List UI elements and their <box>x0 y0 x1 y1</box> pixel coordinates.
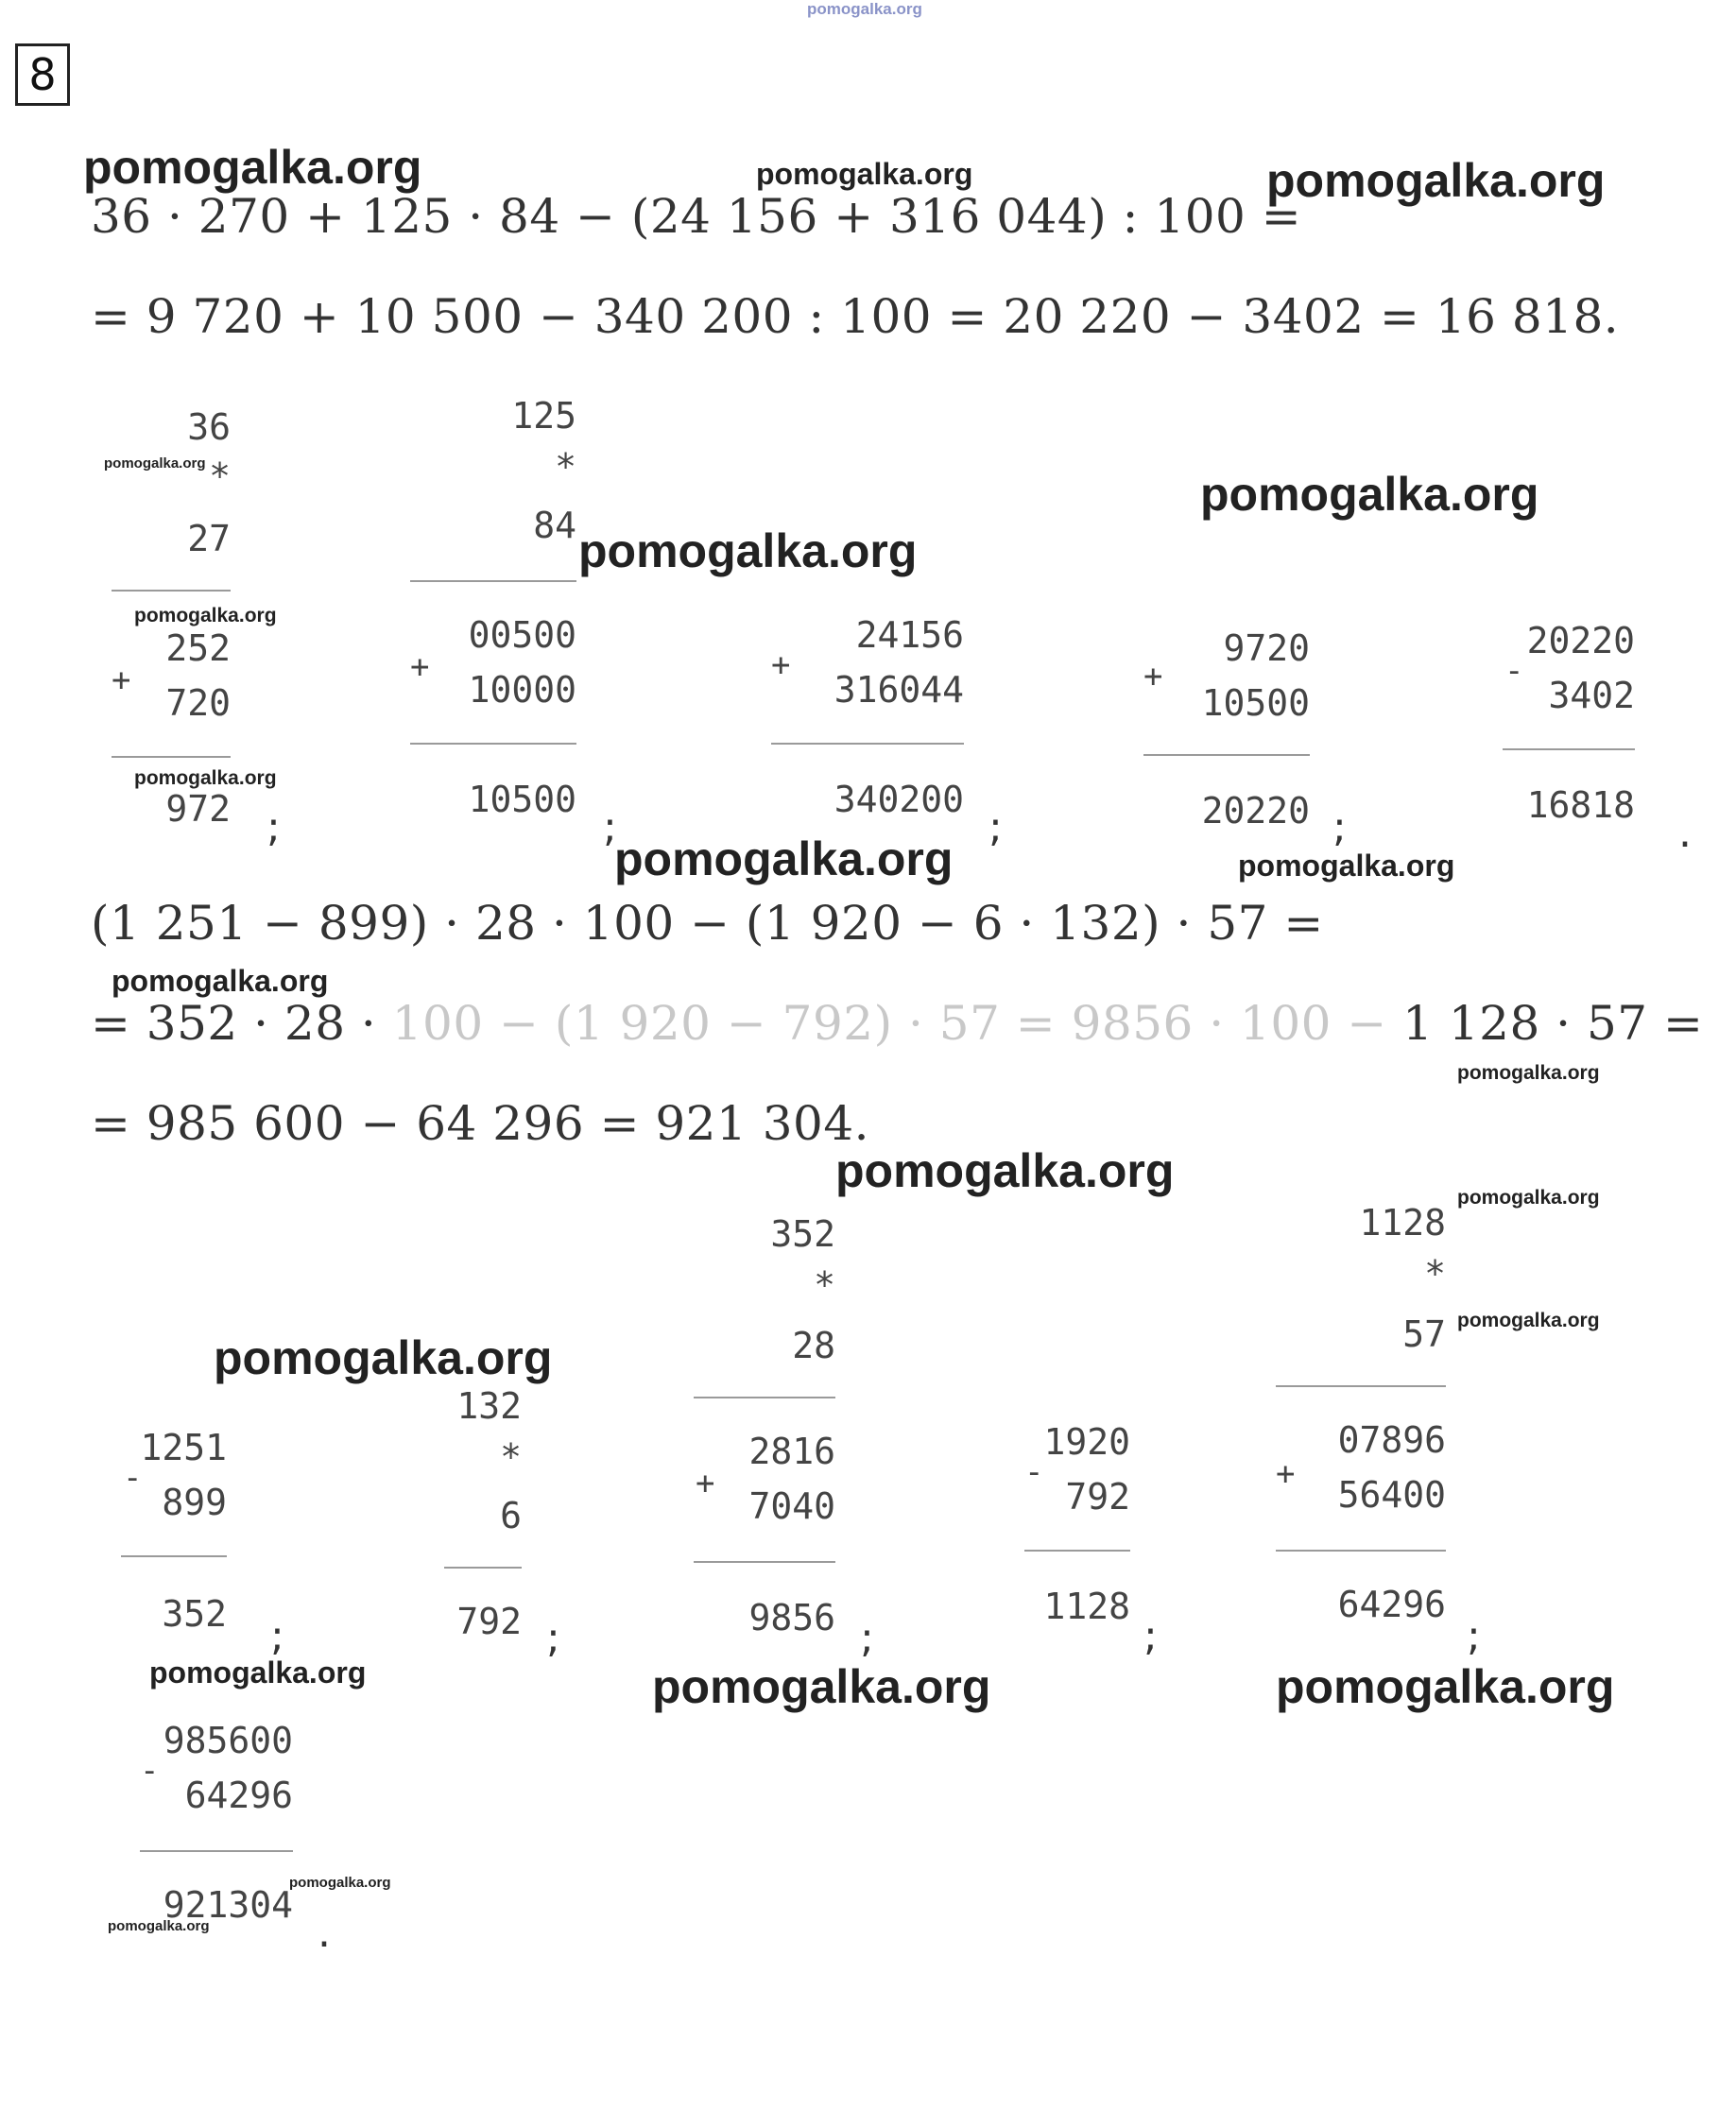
sub4-a: 985600 <box>163 1720 293 1761</box>
sub2-result: 352 <box>162 1593 227 1635</box>
terminator: . <box>1678 809 1692 857</box>
watermark: pomogalka.org <box>134 767 277 789</box>
c36-op: * <box>209 455 231 497</box>
c36-result: 972 <box>165 788 231 830</box>
c352-rule1 <box>694 1397 835 1398</box>
c1128-sum-op: + <box>1276 1455 1296 1493</box>
c36-a: 36 <box>187 406 231 448</box>
c1128-result: 64296 <box>1337 1584 1446 1625</box>
add2-b: 10500 <box>1201 682 1310 724</box>
sub3-rule <box>1024 1550 1130 1552</box>
c125-p1: 00500 <box>468 614 576 656</box>
separator: ; <box>1143 1612 1158 1660</box>
c1128-rule1 <box>1276 1385 1446 1387</box>
watermark: pomogalka.org <box>83 141 422 194</box>
c125-b: 84 <box>533 505 576 546</box>
separator: ; <box>546 1614 560 1662</box>
terminator: . <box>318 1909 331 1957</box>
watermark: pomogalka.org <box>104 455 206 472</box>
c125-rule2 <box>410 743 576 745</box>
sub2-op: - <box>123 1459 143 1497</box>
sub2-a: 1251 <box>140 1427 227 1468</box>
c36-sum-op: + <box>112 661 131 699</box>
c352-a: 352 <box>770 1213 835 1255</box>
sub4-result: 921304 <box>163 1884 293 1926</box>
task-number-box: 8 <box>15 43 70 106</box>
add2-a: 9720 <box>1223 627 1310 669</box>
watermark: pomogalka.org <box>149 1655 367 1690</box>
separator: ; <box>988 803 1003 851</box>
watermark: pomogalka.org <box>652 1660 991 1713</box>
add1-result: 340200 <box>834 779 964 820</box>
c36-p1: 252 <box>165 627 231 669</box>
separator: ; <box>266 803 281 851</box>
watermark: pomogalka.org <box>614 832 954 885</box>
expression2-line2: = 352 · 28 · 100 − (1 920 − 792) · 57 = 9856 · 100 − 1 128 · 57 = <box>91 996 1704 1051</box>
c132-a: 132 <box>456 1385 522 1427</box>
separator: ; <box>603 803 617 851</box>
c1128-p2: 56400 <box>1337 1474 1446 1516</box>
sub4-b: 64296 <box>184 1775 293 1816</box>
watermark: pomogalka.org <box>835 1144 1175 1197</box>
c352-rule2 <box>694 1561 835 1563</box>
c352-sum-op: + <box>696 1465 715 1502</box>
expression1-line1: 36 · 270 + 125 · 84 − (24 156 + 316 044) : 100 = <box>91 189 1302 244</box>
separator: ; <box>860 1614 874 1662</box>
c132-rule <box>444 1567 522 1569</box>
watermark: pomogalka.org <box>214 1331 553 1384</box>
c125-rule1 <box>410 580 576 582</box>
c36-rule2 <box>112 756 231 758</box>
sub2-rule <box>121 1555 227 1557</box>
sub3-b: 792 <box>1065 1476 1130 1518</box>
sub3-op: - <box>1024 1453 1044 1491</box>
sub3-a: 1920 <box>1043 1421 1130 1463</box>
separator: ; <box>270 1612 284 1660</box>
watermark: pomogalka.org <box>1266 154 1606 207</box>
sub4-op: - <box>140 1752 160 1790</box>
c1128-a: 1128 <box>1359 1202 1446 1244</box>
c36-b: 27 <box>187 518 231 559</box>
separator: ; <box>1467 1612 1481 1660</box>
c125-result: 10500 <box>468 779 576 820</box>
watermark: pomogalka.org <box>1457 1310 1600 1331</box>
watermark: pomogalka.org <box>112 964 329 998</box>
watermark: pomogalka.org <box>578 524 918 577</box>
c1128-p1: 07896 <box>1337 1419 1446 1461</box>
add1-rule <box>771 743 964 745</box>
c352-b: 28 <box>792 1325 835 1366</box>
sub2-b: 899 <box>162 1482 227 1523</box>
sub4-rule <box>140 1850 293 1852</box>
sub1-rule <box>1503 748 1635 750</box>
watermark: pomogalka.org <box>1238 849 1455 883</box>
c352-result: 9856 <box>748 1597 835 1638</box>
sub1-op: - <box>1504 652 1524 690</box>
watermark: pomogalka.org <box>1200 468 1539 521</box>
c132-result: 792 <box>456 1601 522 1642</box>
c125-op: * <box>555 446 576 488</box>
c1128-b: 57 <box>1402 1313 1446 1355</box>
c125-sum-op: + <box>410 648 430 686</box>
c352-p1: 2816 <box>748 1431 835 1472</box>
add1-op: + <box>771 646 791 684</box>
add2-result: 20220 <box>1201 790 1310 832</box>
c125-a: 125 <box>511 395 576 437</box>
watermark: pomogalka.org <box>1457 1062 1600 1084</box>
sub3-result: 1128 <box>1043 1586 1130 1627</box>
watermark: pomogalka.org <box>134 605 277 626</box>
separator: ; <box>1332 803 1347 851</box>
add1-a: 24156 <box>855 614 964 656</box>
c352-op: * <box>814 1264 835 1306</box>
c125-p2: 10000 <box>468 669 576 711</box>
c352-p2: 7040 <box>748 1485 835 1527</box>
expression1-line2: = 9 720 + 10 500 − 340 200 : 100 = 20 220 − 3402 = 16 818. <box>91 289 1620 344</box>
watermark: pomogalka.org <box>1276 1660 1615 1713</box>
watermark: pomogalka.org <box>289 1875 391 1891</box>
sub1-result: 16818 <box>1526 784 1635 826</box>
expression2-line1: (1 251 − 899) · 28 · 100 − (1 920 − 6 · 132) · 57 = <box>91 896 1324 951</box>
sub1-a: 20220 <box>1526 620 1635 661</box>
watermark: pomogalka.org <box>1457 1187 1600 1209</box>
c1128-op: * <box>1424 1253 1446 1295</box>
watermark: pomogalka.org <box>108 1918 210 1934</box>
expression2-line3: = 985 600 − 64 296 = 921 304. <box>91 1096 870 1151</box>
add2-rule <box>1143 754 1310 756</box>
watermark-top: pomogalka.org <box>807 0 922 18</box>
add2-op: + <box>1143 658 1163 695</box>
watermark: pomogalka.org <box>756 157 973 191</box>
c132-b: 6 <box>500 1495 522 1536</box>
sub1-b: 3402 <box>1548 675 1635 716</box>
c36-rule1 <box>112 590 231 592</box>
c132-op: * <box>500 1436 522 1478</box>
c1128-rule2 <box>1276 1550 1446 1552</box>
c36-p2: 720 <box>165 682 231 724</box>
add1-b: 316044 <box>834 669 964 711</box>
